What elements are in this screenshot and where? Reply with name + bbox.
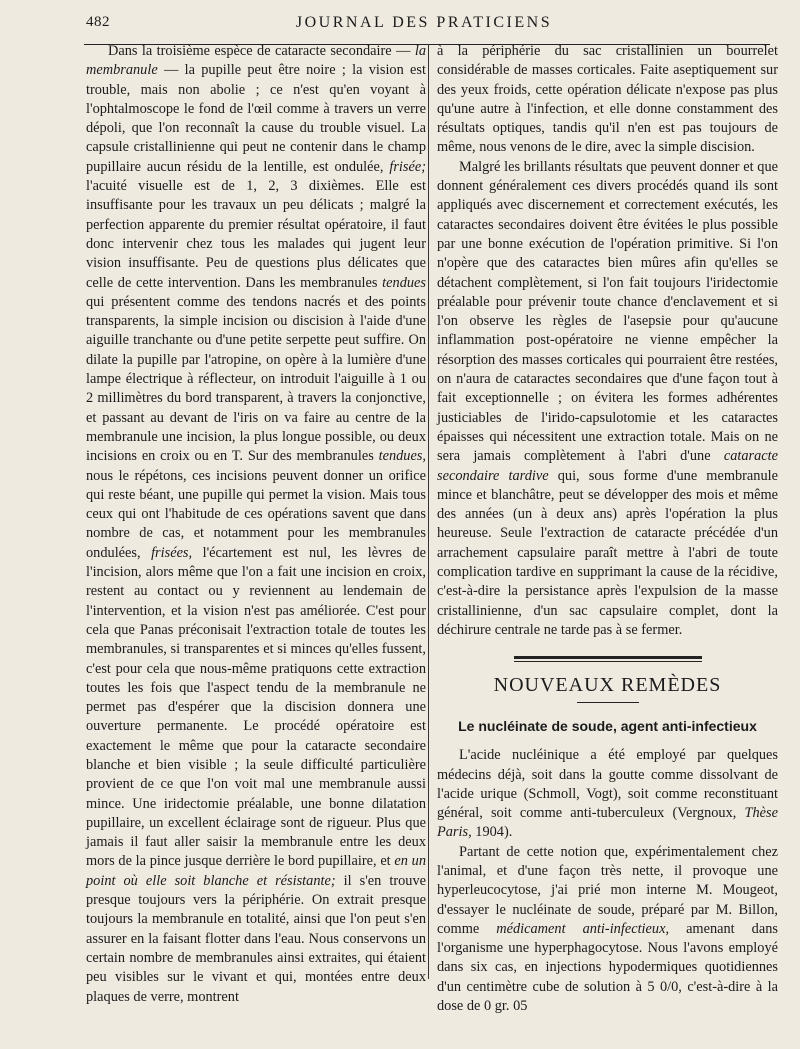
page-number: 482 (86, 14, 110, 30)
italic-run: frisées, (151, 544, 193, 561)
text-run: Partant de cette notion que, expérimentalement chez l'animal, et d'une façon très nette, il provoque une hyperleucocytose, j'ai prié mon interne M. Mougeot, d'essayer le nucléinate de soude, préparé par M. Billon, comme (437, 843, 778, 937)
text-run: L'acide nucléinique a été employé par quelques médecins déjà, soit dans la goutte comme dissolvant de l'acide urique (Schmoll, Vogt), soit comme reconstituant général, soit comme anti-tuberculeux (Vergnoux, (437, 747, 778, 822)
text-run: qui présentent comme des tendons nacrés et des points transparents, la simple incision ou discision à l'aide d'une aiguille tranchante ou d'une petite serpette peut suffire. On dilate la pupille par l'atropine, on opère à la lumière d'une lampe électrique à réflecteur, on introduit l'aiguille à 1 ou 2 millimètres du bord transparent, à travers la conjonctive, et passant au devant de l'iris on va faire au centre de la membranule une incision, la plus longue possible, ou deux incisions en croix ou en T. Sur des membranules (86, 293, 426, 465)
page-header (64, 10, 784, 36)
column-divider (428, 44, 429, 979)
text-run: l'écartement est nul, les lèvres de l'incision, alors même que l'on a fait une incision en croix, restent au contact ou y reviennent au lendemain de l'intervention, et la vision n'est pas améliorée. C'est pour cela que Panas préconisait l'extraction totale de toutes les membranules, si transparentes et si minces qu'elles fussent, c'est pour cela que nous-même pratiquons cette extraction toutes les fois que l'aspect tendu de la membranule ne permet pas d'espérer que la discision donnera une ouverture permanente. Le procédé opératoire est exactement le même que pour la cataracte secondaire blanche et bien visible ; la seule difficulté particulière provient de ce que l'on voit mal une membranule aussi mince. Une iridectomie préalable, une bonne dilatation pupillaire, un excellent éclairage sont de rigueur. Plus que jamais il faut aller saisir la membranule entre les deux mors de la pince jusque derrière le bord pupillaire, et (86, 544, 427, 870)
left-column (86, 42, 426, 1007)
text-run: amenant dans l'organisme une hyperphagocytose. Nous l'avons employé dans six cas, en injections hypodermiques quotidiennes d'un centimètre cube de solution à 5 0/0, c'est-à-dire à la dose de 0 gr. 05 (437, 920, 778, 1015)
text-run: — la pupille peut être noire ; la vision est trouble, mais non abolie ; ce n'est qu'en voyant à l'ophtalmoscope le fond de l'œil comme à travers un verre dépoli, que l'on reconnaît la cause du trouble visuel. La capsule cristallinienne qui peut ne contenir dans le champ pupillaire aucun résidu de la lentille, est ondulée, (86, 62, 426, 175)
article-heading: Le nucléinate de soude, agent anti-infectieux (458, 718, 757, 735)
paragraph-experiment (437, 843, 778, 1017)
text-run: , 1904). (468, 824, 513, 841)
paragraph-membranule (86, 42, 426, 1007)
text-run: il s'en trouve presque toujours vers la périphérie. On extrait presque toujours la membranule en totalité, ainsi que l'on peut s'en assurer en la faisant flotter dans l'eau. Nous conservons un certain nombre de membranules ainsi extraites, qui étaient peu visibles sur le vivant et qui, montées entre deux plaques de verre, montrent (86, 872, 426, 1005)
italic-run: tendues, (378, 448, 426, 465)
section-separator (514, 656, 702, 662)
paragraph-continuation: à la périphérie du sac cristallinien un bourrelet considérable de masses corticales. Faite aseptiquement sur des yeux froids, cette opération délicate n'expose pas plus qu'une autre à l'infection, et elle donne constamment des résultats optiques, tandis qu'il n'en est pas toujours de même, nous venons de le dire, avec la simple discision. (437, 43, 778, 156)
italic-run: en un point où elle soit blanche et résistante; (86, 853, 426, 889)
paragraph-conclusion (437, 158, 778, 640)
text-run: Dans la troisième espèce de cataracte secondaire — (108, 43, 415, 59)
italic-run: la membranule (86, 43, 426, 79)
text-run: nous le répétons, ces incisions peuvent donner un orifice qui reste béant, une pupille qui permet la vision. Mais tous ceux qui ont l'habitude de ces opérations savent que dans nombre de cas, et notamment pour les membranules ondulées, (86, 467, 426, 561)
text-run: l'acuité visuelle est de 1, 2, 3 dixièmes. Elle est insuffisante pour les travaux un peu délicats ; malgré la perfection apparente du premier résultat opératoire, il faut donc intervenir chez tous les malades qui jugent leur vision insuffisante. Peu de questions plus délicates que celle de cette intervention. Dans les membranules (86, 178, 426, 291)
text-run: Malgré les brillants résultats que peuvent donner et que donnent généralement ces divers procédés quand ils sont appliqués avec discernement et correctement exécutés, les cataractes secondaires doivent être évitées le plus possible par une bonne exécution de l'opération primitive. Si l'on n'opère que des cataractes bien mûres afin qu'elles se détachent complètement, si l'on fait toujours l'iridectomie préalable pour prévenir toute chance d'enclavement et si l'on observe les règles de l'asepsie pour qu'aucune inflammation post-opératoire ne vienne empêcher la résorption des masses corticales qui pourraient être restées, on n'aura de cataractes secondaires que d'une façon tout à fait exceptionnelle ; on évitera les formes adhérentes justiciables de l'irido-capsulotomie et les cataractes épaisses qui nécessitent une extraction totale. Mais on ne sera jamais complètement à l'abri d'une (437, 158, 778, 465)
italic-run: cataracte secondaire tardive (437, 448, 778, 484)
italic-run: Thèse Paris (437, 805, 778, 841)
rule-thin (514, 661, 702, 662)
right-column (437, 42, 778, 1016)
italic-run: médicament anti-infectieux, (496, 920, 670, 937)
journal-title: JOURNAL DES PRATICIENS (295, 14, 553, 31)
rule-thick (514, 656, 702, 659)
title-underline (577, 702, 639, 703)
italic-run: frisée; (389, 158, 426, 175)
italic-run: tendues (382, 274, 426, 291)
section-title: NOUVEAUX REMÈDES (493, 674, 722, 697)
paragraph-nucleinic-acid (437, 746, 778, 842)
text-run: qui, sous forme d'une membranule mince et blanchâtre, peut se développer des mois et même des années (un à deux ans) après l'opération la plus heureuse. Seule l'extraction de cataracte précédée d'un arrachement capsulaire paraît mettre à l'abri de toute complication tardive en supprimant la cause de la récidive, c'est-à-dire la persistance après l'expulsion de la masse cristallinienne, d'un sac capsulaire complet, dont la déchirure centrale ne tarde pas à se fermer. (437, 467, 778, 638)
